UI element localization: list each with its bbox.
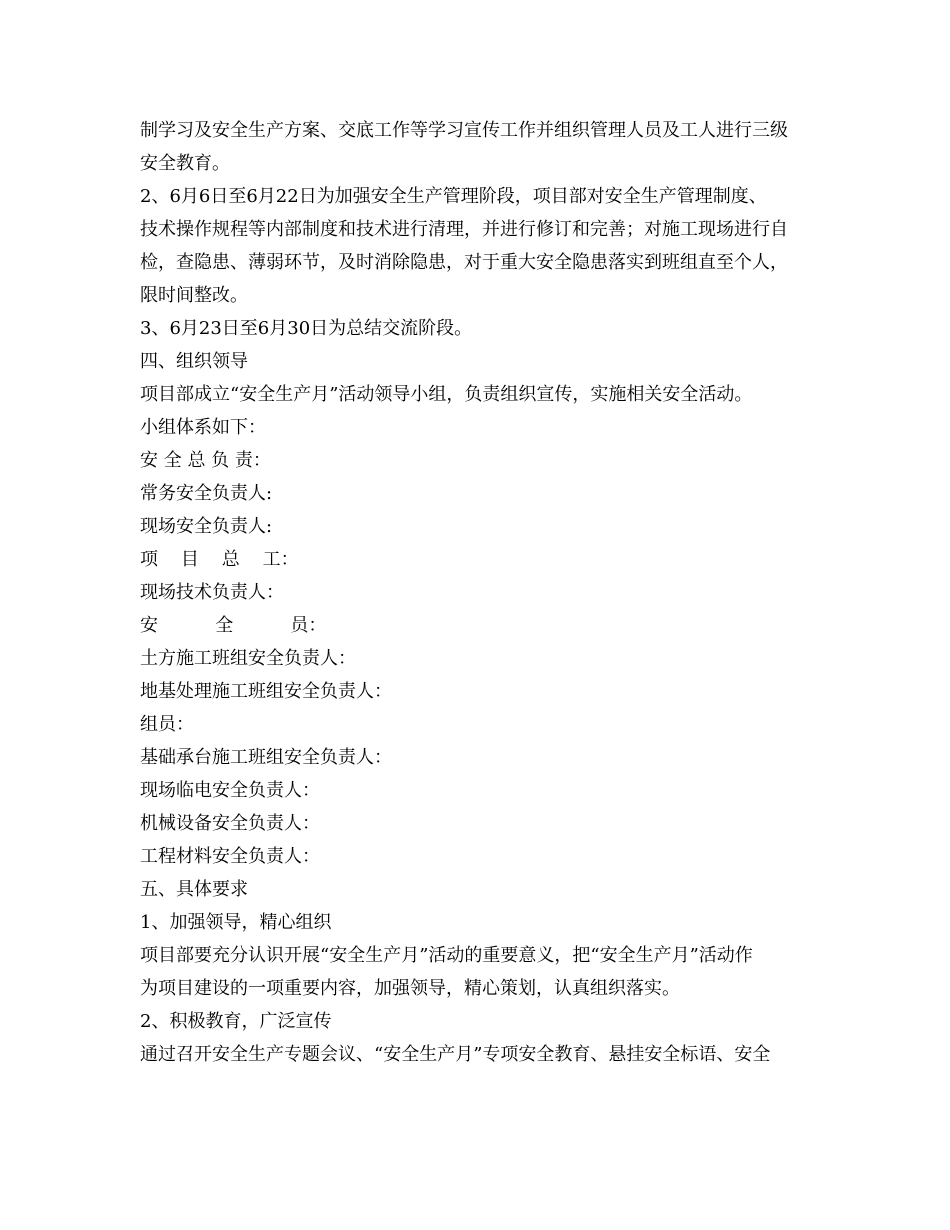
roster-line: 现场安全负责人: — [140, 516, 273, 537]
roster-line: 地基处理施工班组安全负责人： — [140, 681, 392, 702]
roster-label: 安 全 总 负 责： — [140, 450, 271, 471]
paragraph-line: 为项目建设的一项重要内容，加强领导，精心策划，认真组织落实。 — [140, 978, 680, 999]
roster-label: 安 全 员： — [140, 615, 327, 636]
roster-line: 现场临电安全负责人： — [140, 780, 320, 801]
section-heading: 四、组织领导 — [140, 351, 248, 372]
paragraph-line: 安全教育。 — [140, 153, 230, 174]
roster-line: 现场技术负责人： — [140, 582, 284, 603]
roster-line: 组员： — [140, 714, 194, 735]
roster-line: 机械设备安全负责人： — [140, 813, 320, 834]
roster-line: 工程材料安全负责人： — [140, 846, 320, 867]
roster-line: 土方施工班组安全负责人： — [140, 648, 356, 669]
roster-line — [140, 609, 815, 642]
paragraph-line: 小组体系如下： — [140, 417, 266, 438]
paragraph-line: 检，查隐患、薄弱环节，及时消除隐患，对于重大安全隐患落实到班组直至个人， — [140, 252, 788, 273]
subsection-heading: 1、加强领导，精心组织 — [140, 912, 332, 933]
section-heading: 五、具体要求 — [140, 879, 248, 900]
roster-line — [140, 444, 815, 477]
document-body — [140, 114, 815, 1071]
subsection-heading: 2、积极教育，广泛宣传 — [140, 1011, 332, 1032]
roster-line: 常务安全负责人: — [140, 483, 273, 504]
roster-line: 基础承台施工班组安全负责人： — [140, 747, 392, 768]
paragraph-line: 技术操作规程等内部制度和技术进行清理，并进行修订和完善；对施工现场进行自 — [140, 219, 788, 240]
paragraph-line: 制学习及安全生产方案、交底工作等学习宣传工作并组织管理人员及工人进行三级 — [140, 120, 788, 141]
paragraph-line: 2、6月6日至6月22日为加强安全生产管理阶段，项目部对安全生产管理制度、 — [140, 186, 767, 207]
paragraph-line: 项目部成立“安全生产月”活动领导小组，负责组织宣传，实施相关安全活动。 — [140, 384, 753, 405]
paragraph-line: 3、6月23日至6月30日为总结交流阶段。 — [140, 318, 473, 339]
paragraph-line: 限时间整改。 — [140, 285, 248, 306]
roster-line — [140, 543, 815, 576]
paragraph-line: 通过召开安全生产专题会议、“安全生产月”专项安全教育、悬挂安全标语、安全 — [140, 1044, 771, 1065]
paragraph-line: 项目部要充分认识开展“安全生产月”活动的重要意义，把“安全生产月”活动作 — [140, 945, 753, 966]
roster-label: 项 目 总 工： — [140, 549, 299, 570]
